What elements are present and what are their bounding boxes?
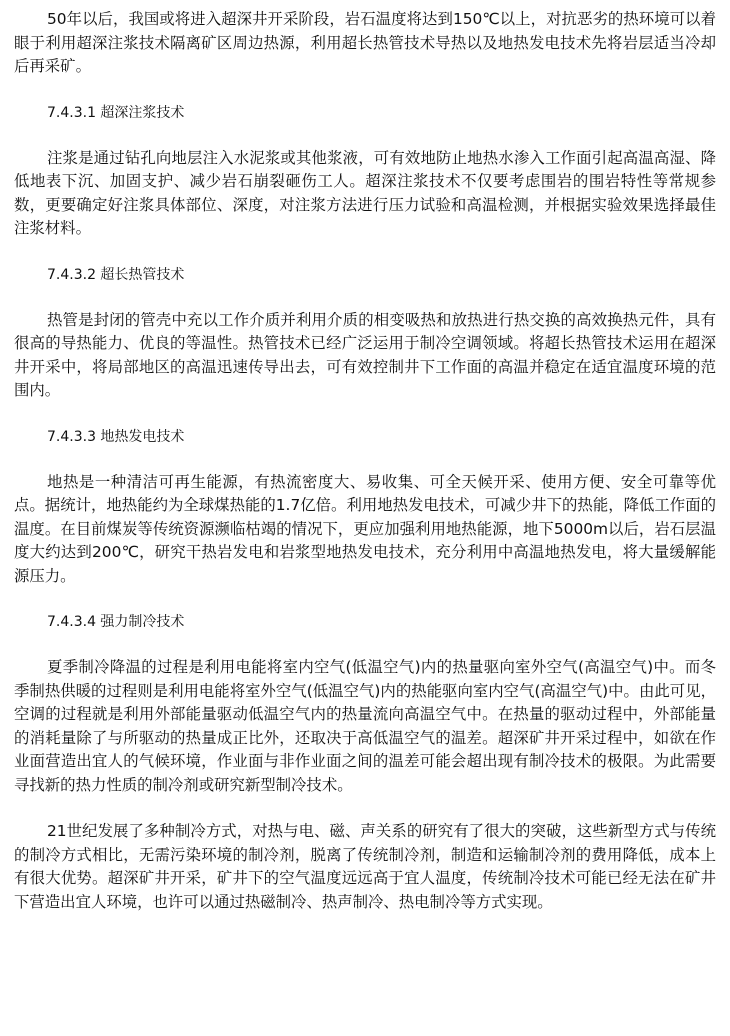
section-heading-7-4-3-1: 7.4.3.1 超深注浆技术 xyxy=(47,104,185,121)
heat-pipe-paragraph: 热管是封闭的管壳中充以工作介质并利用介质的相变吸热和放热进行热交换的高效换热元件，具有很高的导热能力、优良的等温性。热管技术已经广泛运用于制冷空调领域。将超长热管技术运用在超深井开采中，将局部地区的高温迅速传导出去，可有效控制井下工作面的高温并稳定在适宜温度环境的范围内。 xyxy=(14,310,716,399)
section-heading-7-4-3-2: 7.4.3.2 超长热管技术 xyxy=(47,266,185,283)
spacer xyxy=(14,79,716,102)
grouting-paragraph: 注浆是通过钻孔向地层注入水泥浆或其他浆液，可有效地防止地热水渗入工作面引起高温高湿、降低地表下沉、加固支护、减少岩石崩裂砸伤工人。超深注浆技术不仅要考虑围岩的围岩特性等常规参数，更要确定好注浆具体部位、深度，对注浆方法进行压力试验和高温检测，并根据实验效果选择最佳注浆材料。 xyxy=(14,148,716,237)
spacer xyxy=(14,797,716,820)
spacer xyxy=(14,287,716,309)
section-heading-7-4-3-3: 7.4.3.3 地热发电技术 xyxy=(47,428,185,445)
spacer xyxy=(14,588,716,611)
intro-paragraph: 50年以后，我国或将进入超深井开采阶段，岩石温度将达到150℃以上，对抗恶劣的热环境可以着眼于利用超深注浆技术隔离矿区周边热源，利用超长热管技术导热以及地热发电技术先将岩层适当冷却后再采矿。 xyxy=(14,10,716,75)
geothermal-paragraph: 地热是一种清洁可再生能源，有热流密度大、易收集、可全天候开采、使用方便、安全可靠等优点。据统计，地热能约为全球煤热能的1.7亿倍。利用地热发电技术，可减少井下的热能，降低工作面的温度。在目前煤炭等传统资源濒临枯竭的情况下，更应加强利用地热能源，地下5000m以后，岩石层温度大约达到200℃，研究干热岩发电和岩浆型地热发电技术，充分利用中高温地热发电，将大量缓解能源压力。 xyxy=(14,472,716,585)
spacer xyxy=(14,634,716,656)
new-cooling-methods-paragraph: 21世纪发展了多种制冷方式，对热与电、磁、声关系的研究有了很大的突破，这些新型方式与传统的制冷方式相比，无需污染环境的制冷剂，脱离了传统制冷剂，制造和运输制冷剂的费用降低，成本上有很大优势。超深矿井开采，矿井下的空气温度远远高于宜人温度，传统制冷技术可能已经无法在矿井下营造出宜人环境，也许可以通过热磁制冷、热声制冷、热电制冷等方式实现。 xyxy=(14,822,716,911)
spacer xyxy=(14,125,716,147)
spacer xyxy=(14,241,716,264)
section-heading-7-4-3-4: 7.4.3.4 强力制冷技术 xyxy=(47,614,185,630)
spacer xyxy=(14,403,716,426)
refrigeration-paragraph: 夏季制冷降温的过程是利用电能将室内空气(低温空气)内的热量驱向室外空气(高温空气)中。而冬季制热供暖的过程则是利用电能将室外空气(低温空气)内的热能驱向室内空气(高温空气)中。由此可见，空调的过程就是利用外部能量驱动低温空气内的热量流向高温空气中。在热量的驱动过程中，外部能量的消耗量除了与所驱动的热量成正比外，还取决于高低温空气的温差。超深矿井开采过程中，如欲在作业面营造出宜人的气候环境，作业面与非作业面之间的温差可能会超出现有制冷技术的极限。为此需要寻找新的热力性质的制冷剂或研究新型制冷技术。 xyxy=(14,658,716,794)
spacer xyxy=(14,449,716,471)
